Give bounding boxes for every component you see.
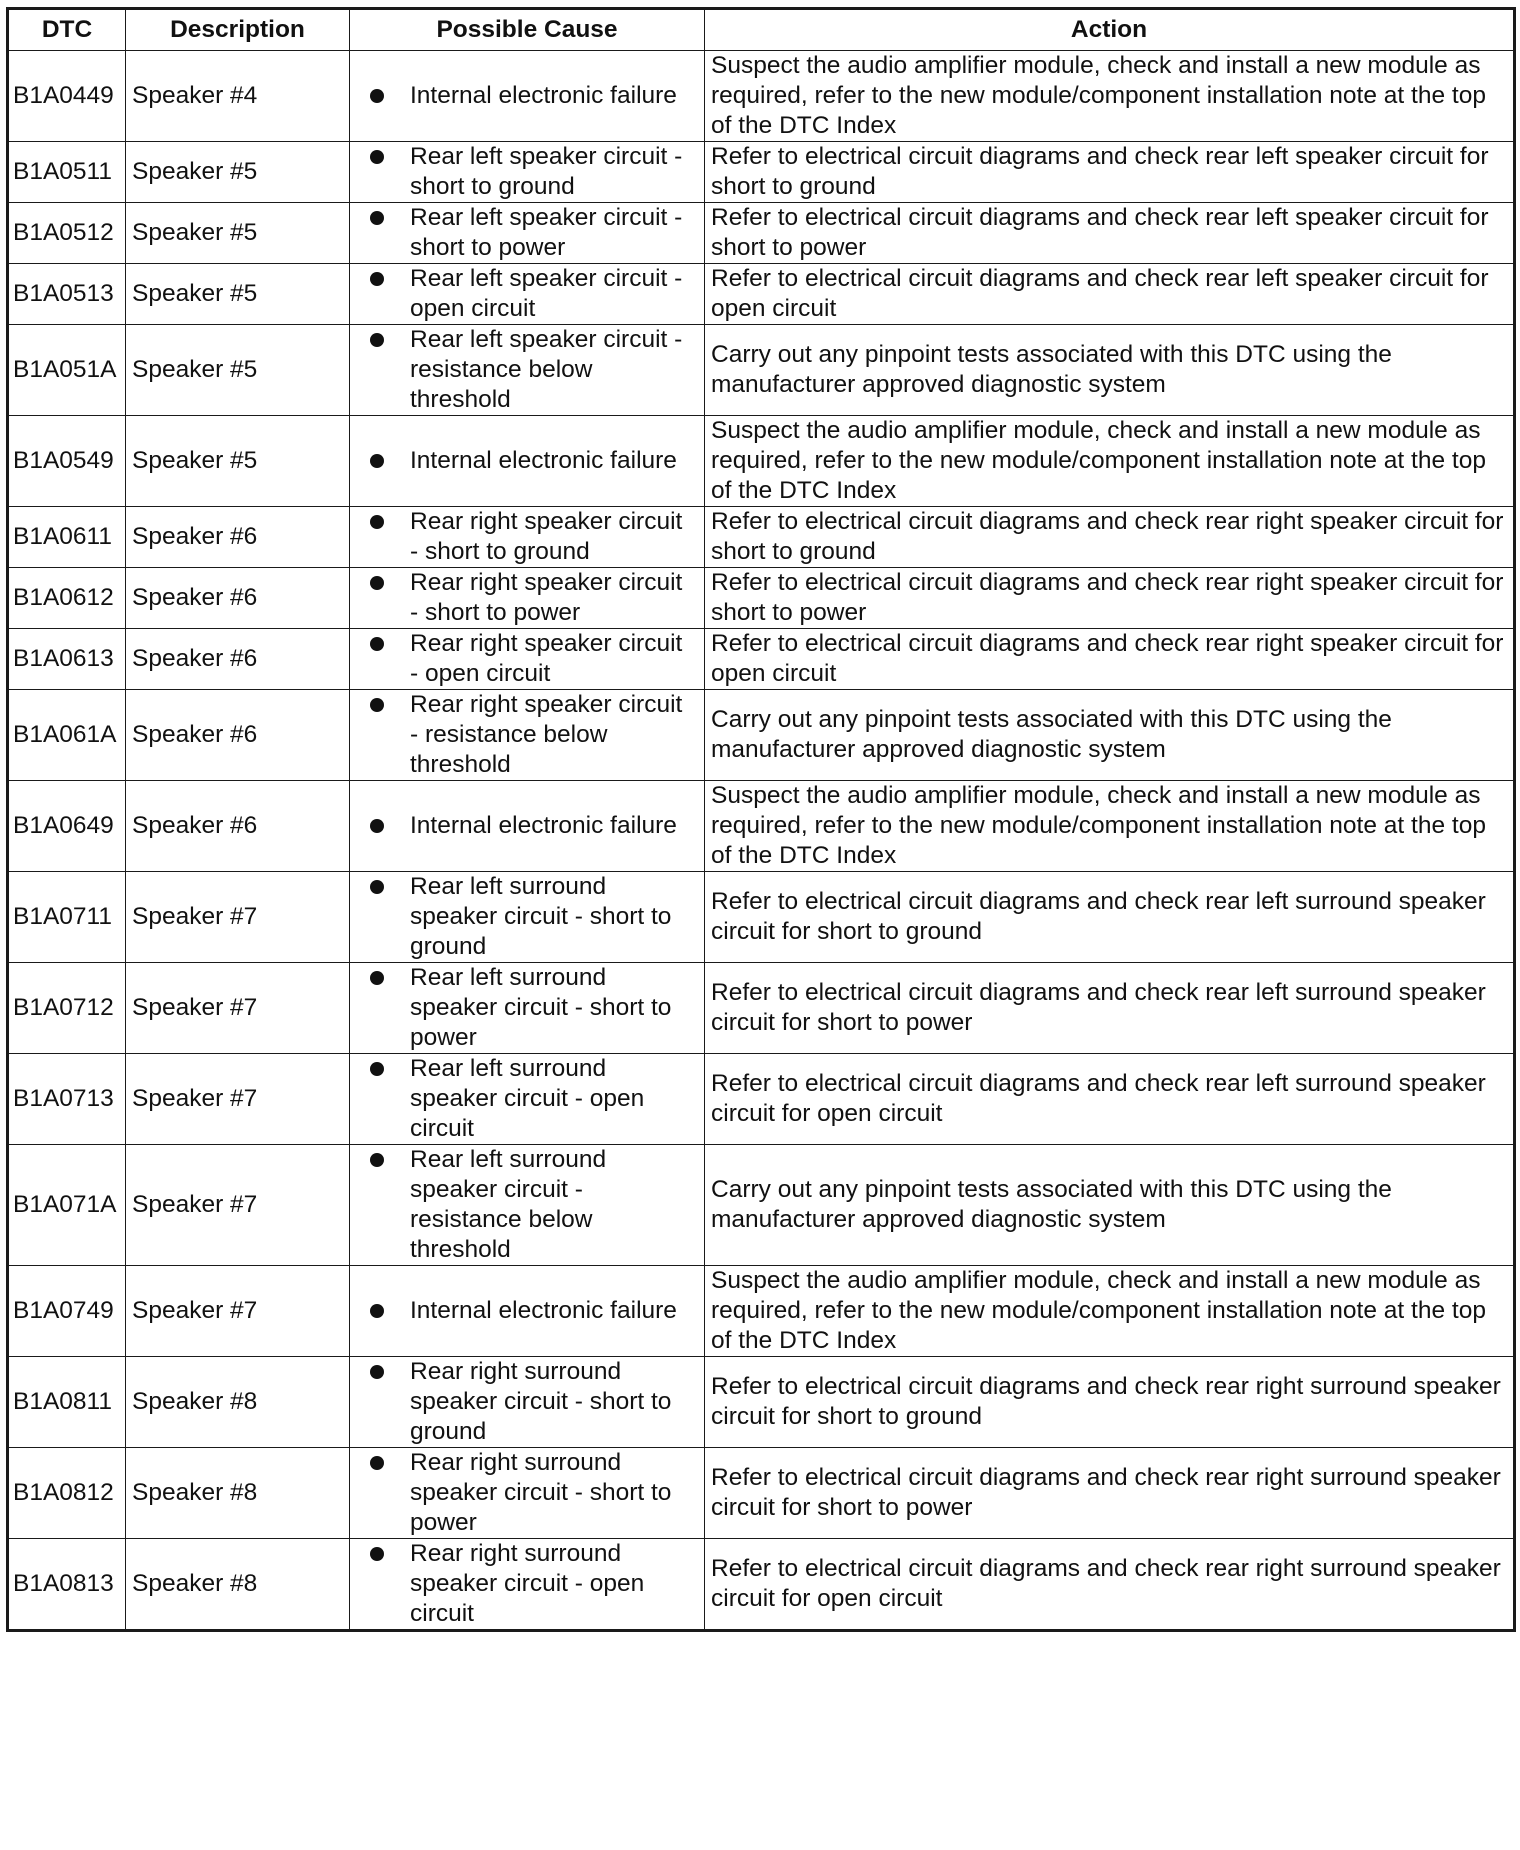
action-text: Refer to electrical circuit diagrams and check rear right speaker circuit for short to power [705,568,1515,629]
table-header-row [8,9,1515,51]
dtc-description: Speaker #8 [126,1357,350,1448]
column-header-description: Description [126,9,350,51]
action-text: Suspect the audio amplifier module, check and install a new module as required, refer to the new module/component installation note at the top of the DTC Index [705,781,1515,872]
dtc-code: B1A0712 [8,963,126,1054]
dtc-description: Speaker #6 [126,507,350,568]
bullet-icon [370,698,384,712]
possible-cause-text: Rear right speaker circuit - open circuit [410,630,683,687]
dtc-description: Speaker #7 [126,1054,350,1145]
action-text: Refer to electrical circuit diagrams and check rear left surround speaker circuit for open circuit [705,1054,1515,1145]
possible-cause-text: Rear right surround speaker circuit - short to power [410,1449,672,1536]
possible-cause-text: Rear left surround speaker circuit - short to ground [410,873,672,960]
possible-cause [350,325,705,416]
table-row [8,690,1515,781]
action-text: Refer to electrical circuit diagrams and check rear left surround speaker circuit for short to ground [705,872,1515,963]
possible-cause-text: Rear right surround speaker circuit - open circuit [410,1540,645,1627]
action-text: Refer to electrical circuit diagrams and check rear right surround speaker circuit for open circuit [705,1539,1515,1631]
possible-cause-text: Rear left surround speaker circuit - resistance below threshold [410,1146,607,1263]
possible-cause [350,507,705,568]
dtc-index-table [6,7,1516,1632]
possible-cause-text: Rear left surround speaker circuit - short to power [410,964,672,1051]
bullet-icon [370,1062,384,1076]
column-header-dtc: DTC [8,9,126,51]
table-row [8,872,1515,963]
bullet-icon [370,150,384,164]
dtc-code: B1A0713 [8,1054,126,1145]
dtc-description: Speaker #7 [126,872,350,963]
bullet-icon [370,1365,384,1379]
possible-cause [350,1448,705,1539]
possible-cause-text: Rear right speaker circuit - short to ground [410,508,683,565]
table-row [8,142,1515,203]
action-text: Refer to electrical circuit diagrams and check rear left speaker circuit for short to ground [705,142,1515,203]
possible-cause-text: Rear left surround speaker circuit - open circuit [410,1055,645,1142]
table-row [8,1266,1515,1357]
possible-cause-text: Internal electronic failure [410,1297,677,1324]
bullet-icon [370,880,384,894]
table-row [8,629,1515,690]
table-row [8,568,1515,629]
action-text: Refer to electrical circuit diagrams and check rear right surround speaker circuit for short to ground [705,1357,1515,1448]
action-text: Refer to electrical circuit diagrams and check rear right speaker circuit for short to ground [705,507,1515,568]
action-text: Refer to electrical circuit diagrams and check rear right surround speaker circuit for short to power [705,1448,1515,1539]
action-text: Carry out any pinpoint tests associated with this DTC using the manufacturer approved diagnostic system [705,690,1515,781]
bullet-icon [370,515,384,529]
action-text: Refer to electrical circuit diagrams and check rear left surround speaker circuit for short to power [705,963,1515,1054]
possible-cause [350,203,705,264]
dtc-code: B1A0611 [8,507,126,568]
bullet-icon [370,454,384,468]
table-row [8,507,1515,568]
table-row [8,1054,1515,1145]
dtc-code: B1A0511 [8,142,126,203]
possible-cause-text: Rear left speaker circuit - short to ground [410,143,683,200]
dtc-description: Speaker #7 [126,1266,350,1357]
dtc-code: B1A0512 [8,203,126,264]
dtc-description: Speaker #6 [126,781,350,872]
dtc-description: Speaker #6 [126,690,350,781]
column-header-possible-cause: Possible Cause [350,9,705,51]
possible-cause [350,1357,705,1448]
table-row [8,1357,1515,1448]
possible-cause [350,690,705,781]
bullet-icon [370,637,384,651]
table-row [8,203,1515,264]
bullet-icon [370,971,384,985]
dtc-code: B1A0749 [8,1266,126,1357]
possible-cause [350,568,705,629]
bullet-icon [370,272,384,286]
bullet-icon [370,89,384,103]
dtc-description: Speaker #6 [126,629,350,690]
bullet-icon [370,333,384,347]
table-row [8,1145,1515,1266]
table-row [8,325,1515,416]
dtc-code: B1A0813 [8,1539,126,1631]
possible-cause-text: Rear right surround speaker circuit - short to ground [410,1358,672,1445]
possible-cause [350,416,705,507]
dtc-code: B1A061A [8,690,126,781]
possible-cause [350,629,705,690]
dtc-description: Speaker #5 [126,264,350,325]
dtc-code: B1A071A [8,1145,126,1266]
bullet-icon [370,819,384,833]
dtc-code: B1A0612 [8,568,126,629]
possible-cause [350,1539,705,1631]
possible-cause-text: Rear right speaker circuit - resistance below threshold [410,691,683,778]
dtc-description: Speaker #5 [126,325,350,416]
possible-cause [350,264,705,325]
dtc-description: Speaker #5 [126,416,350,507]
dtc-description: Speaker #5 [126,203,350,264]
action-text: Suspect the audio amplifier module, check and install a new module as required, refer to the new module/component installation note at the top of the DTC Index [705,1266,1515,1357]
action-text: Suspect the audio amplifier module, check and install a new module as required, refer to the new module/component installation note at the top of the DTC Index [705,416,1515,507]
bullet-icon [370,1153,384,1167]
dtc-description: Speaker #6 [126,568,350,629]
possible-cause-text: Rear left speaker circuit - open circuit [410,265,683,322]
action-text: Refer to electrical circuit diagrams and check rear left speaker circuit for short to power [705,203,1515,264]
possible-cause-text: Internal electronic failure [410,82,677,109]
table-row [8,51,1515,142]
dtc-description: Speaker #7 [126,963,350,1054]
possible-cause-text: Rear left speaker circuit - short to power [410,204,683,261]
dtc-description: Speaker #4 [126,51,350,142]
table-row [8,781,1515,872]
table-row [8,1539,1515,1631]
possible-cause [350,1054,705,1145]
action-text: Suspect the audio amplifier module, check and install a new module as required, refer to the new module/component installation note at the top of the DTC Index [705,51,1515,142]
possible-cause [350,872,705,963]
dtc-code: B1A0549 [8,416,126,507]
dtc-code: B1A0449 [8,51,126,142]
possible-cause [350,963,705,1054]
dtc-description: Speaker #7 [126,1145,350,1266]
possible-cause [350,142,705,203]
action-text: Refer to electrical circuit diagrams and check rear left speaker circuit for open circuit [705,264,1515,325]
dtc-code: B1A0649 [8,781,126,872]
table-body [8,51,1515,1631]
dtc-code: B1A0513 [8,264,126,325]
action-text: Carry out any pinpoint tests associated with this DTC using the manufacturer approved diagnostic system [705,1145,1515,1266]
possible-cause [350,51,705,142]
possible-cause-text: Internal electronic failure [410,812,677,839]
table-row [8,1448,1515,1539]
bullet-icon [370,1304,384,1318]
bullet-icon [370,1547,384,1561]
possible-cause [350,1145,705,1266]
dtc-description: Speaker #8 [126,1539,350,1631]
dtc-description: Speaker #8 [126,1448,350,1539]
column-header-action: Action [705,9,1515,51]
action-text: Refer to electrical circuit diagrams and check rear right speaker circuit for open circuit [705,629,1515,690]
bullet-icon [370,1456,384,1470]
action-text: Carry out any pinpoint tests associated with this DTC using the manufacturer approved diagnostic system [705,325,1515,416]
dtc-description: Speaker #5 [126,142,350,203]
possible-cause [350,1266,705,1357]
dtc-code: B1A0811 [8,1357,126,1448]
table-row [8,963,1515,1054]
table-row [8,416,1515,507]
dtc-code: B1A051A [8,325,126,416]
bullet-icon [370,211,384,225]
possible-cause-text: Rear right speaker circuit - short to power [410,569,683,626]
possible-cause [350,781,705,872]
possible-cause-text: Internal electronic failure [410,447,677,474]
possible-cause-text: Rear left speaker circuit - resistance below threshold [410,326,683,413]
dtc-code: B1A0711 [8,872,126,963]
dtc-code: B1A0812 [8,1448,126,1539]
bullet-icon [370,576,384,590]
dtc-code: B1A0613 [8,629,126,690]
table-row [8,264,1515,325]
